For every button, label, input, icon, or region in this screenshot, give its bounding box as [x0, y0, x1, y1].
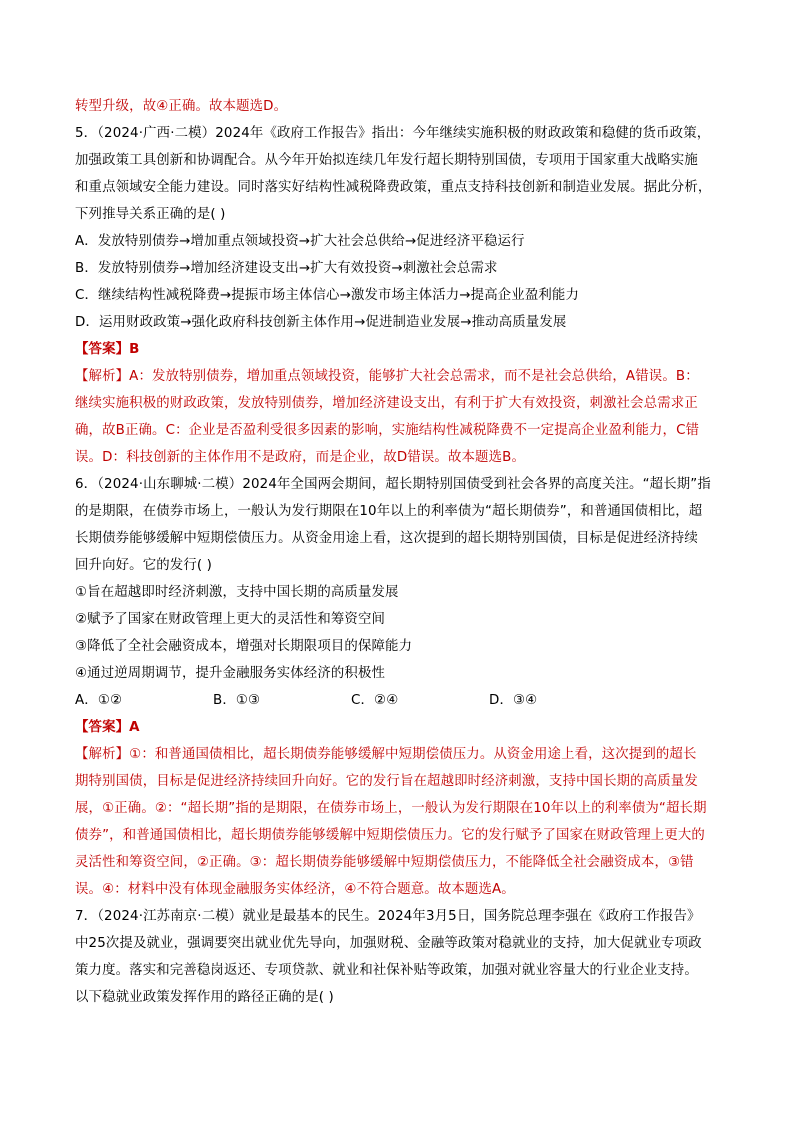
- question-7-stem: 中25次提及就业，强调要突出就业优先导向，加强财税、金融等政策对稳就业的支持，加大促就业专项政: [75, 936, 702, 951]
- question-5-option-c: C．继续结构性减税降费→提振市场主体信心→激发市场主体活力→提高企业盈利能力: [75, 288, 579, 303]
- question-5-answer: 【答案】B: [75, 342, 140, 357]
- question-6-analysis: 误。④：材料中没有体现金融服务实体经济，④不符合题意。故本题选A。: [75, 882, 515, 897]
- text-line: 转型升级，故④正确。故本题选D。: [75, 99, 288, 114]
- question-6-options: [75, 687, 729, 714]
- question-6-analysis: 展，①正确。②：“超长期”指的是期限，在债券市场上，一般认为发行期限在10年以上的利率债为“超长期: [75, 801, 707, 816]
- question-6-statement-4: ④通过逆周期调节，提升金融服务实体经济的积极性: [75, 666, 386, 681]
- question-5-analysis: 【解析】A：发放特别债券，增加重点领域投资，能够扩大社会总需求，而不是社会总供给，A错误。B：: [75, 369, 699, 384]
- question-5-option-d: D．运用财政政策→强化政府科技创新主体作用→促进制造业发展→推动高质量发展: [75, 315, 567, 330]
- question-5-stem: 加强政策工具创新和协调配合。从今年开始拟连续几年发行超长期特别国债，专项用于国家重大战略实施: [75, 153, 698, 168]
- document-body: [75, 93, 729, 1011]
- question-5-stem: 和重点领域安全能力建设。同时落实好结构性减税降费政策，重点支持科技创新和制造业发展。据此分析，: [75, 180, 712, 195]
- question-6-stem: 回升向好。它的发行( ): [75, 558, 213, 573]
- question-5-option-a: A．发放特别债券→增加重点领域投资→扩大社会总供给→促进经济平稳运行: [75, 234, 525, 249]
- question-7-stem: 以下稳就业政策发挥作用的路径正确的是( ): [75, 990, 334, 1005]
- question-5-analysis: 继续实施积极的财政政策，发放特别债券，增加经济建设支出，有利于扩大有效投资，刺激社会总需求正: [75, 396, 698, 411]
- question-5-analysis: 确，故B正确。C：企业是否盈利受很多因素的影响，实施结构性减税降费不一定提高企业盈利能力，C错: [75, 423, 700, 438]
- question-5-stem: 5．（2024·广西·二模）2024年《政府工作报告》指出：今年继续实施积极的财政政策和稳健的货币政策，: [75, 126, 711, 141]
- question-6-answer: 【答案】A: [75, 720, 140, 735]
- question-6-option-d: D．③④: [489, 693, 538, 708]
- question-6-option-a: A．①②: [75, 693, 123, 708]
- question-6-analysis: 【解析】①：和普通国债相比，超长期债券能够缓解中短期偿债压力。从资金用途上看，这次提到的超长: [75, 747, 697, 762]
- question-6-option-c: C．②④: [351, 693, 399, 708]
- question-6-statement-1: ①旨在超越即时经济刺激，支持中国长期的高质量发展: [75, 585, 399, 600]
- question-6-option-b: B．①③: [213, 693, 261, 708]
- question-6-statement-2: ②赋予了国家在财政管理上更大的灵活性和筹资空间: [75, 612, 386, 627]
- question-6-analysis: 期特别国债，目标是促进经济持续回升向好。它的发行旨在超越即时经济刺激，支持中国长期的高质量发: [75, 774, 698, 789]
- question-6-stem: 6．（2024·山东聊城·二模）2024年全国两会期间，超长期特别国债受到社会各界的高度关注。“超长期”指: [75, 477, 711, 492]
- question-6-analysis: 债券”，和普通国债相比，超长期债券能够缓解中短期偿债压力。它的发行赋予了国家在财政管理上更大的: [75, 828, 705, 843]
- question-6-stem: 长期债券能够缓解中短期偿债压力。从资金用途上看，这次提到的超长期特别国债，目标是促进经济持续: [75, 531, 698, 546]
- question-7-stem: 策力度。落实和完善稳岗返还、专项贷款、就业和社保补贴等政策，加强对就业容量大的行业企业支持。: [75, 963, 698, 978]
- question-6-analysis: 灵活性和筹资空间，②正确。③：超长期债券能够缓解中短期偿债压力，不能降低全社会融资成本，③错: [75, 855, 694, 870]
- question-7-stem: 7．（2024·江苏南京·二模）就业是最基本的民生。2024年3月5日，国务院总理李强在《政府工作报告》: [75, 909, 701, 924]
- question-6-statement-3: ③降低了全社会融资成本，增强对长期限项目的保障能力: [75, 639, 413, 654]
- question-5-stem: 下列推导关系正确的是( ): [75, 207, 226, 222]
- question-6-stem: 的是期限，在债券市场上，一般认为发行期限在10年以上的利率债为“超长期债券”，和普通国债相比，超: [75, 504, 703, 519]
- question-5-analysis: 误。D：科技创新的主体作用不是政府，而是企业，故D错误。故本题选B。: [75, 450, 526, 465]
- question-5-option-b: B．发放特别债券→增加经济建设支出→扩大有效投资→刺激社会总需求: [75, 261, 498, 276]
